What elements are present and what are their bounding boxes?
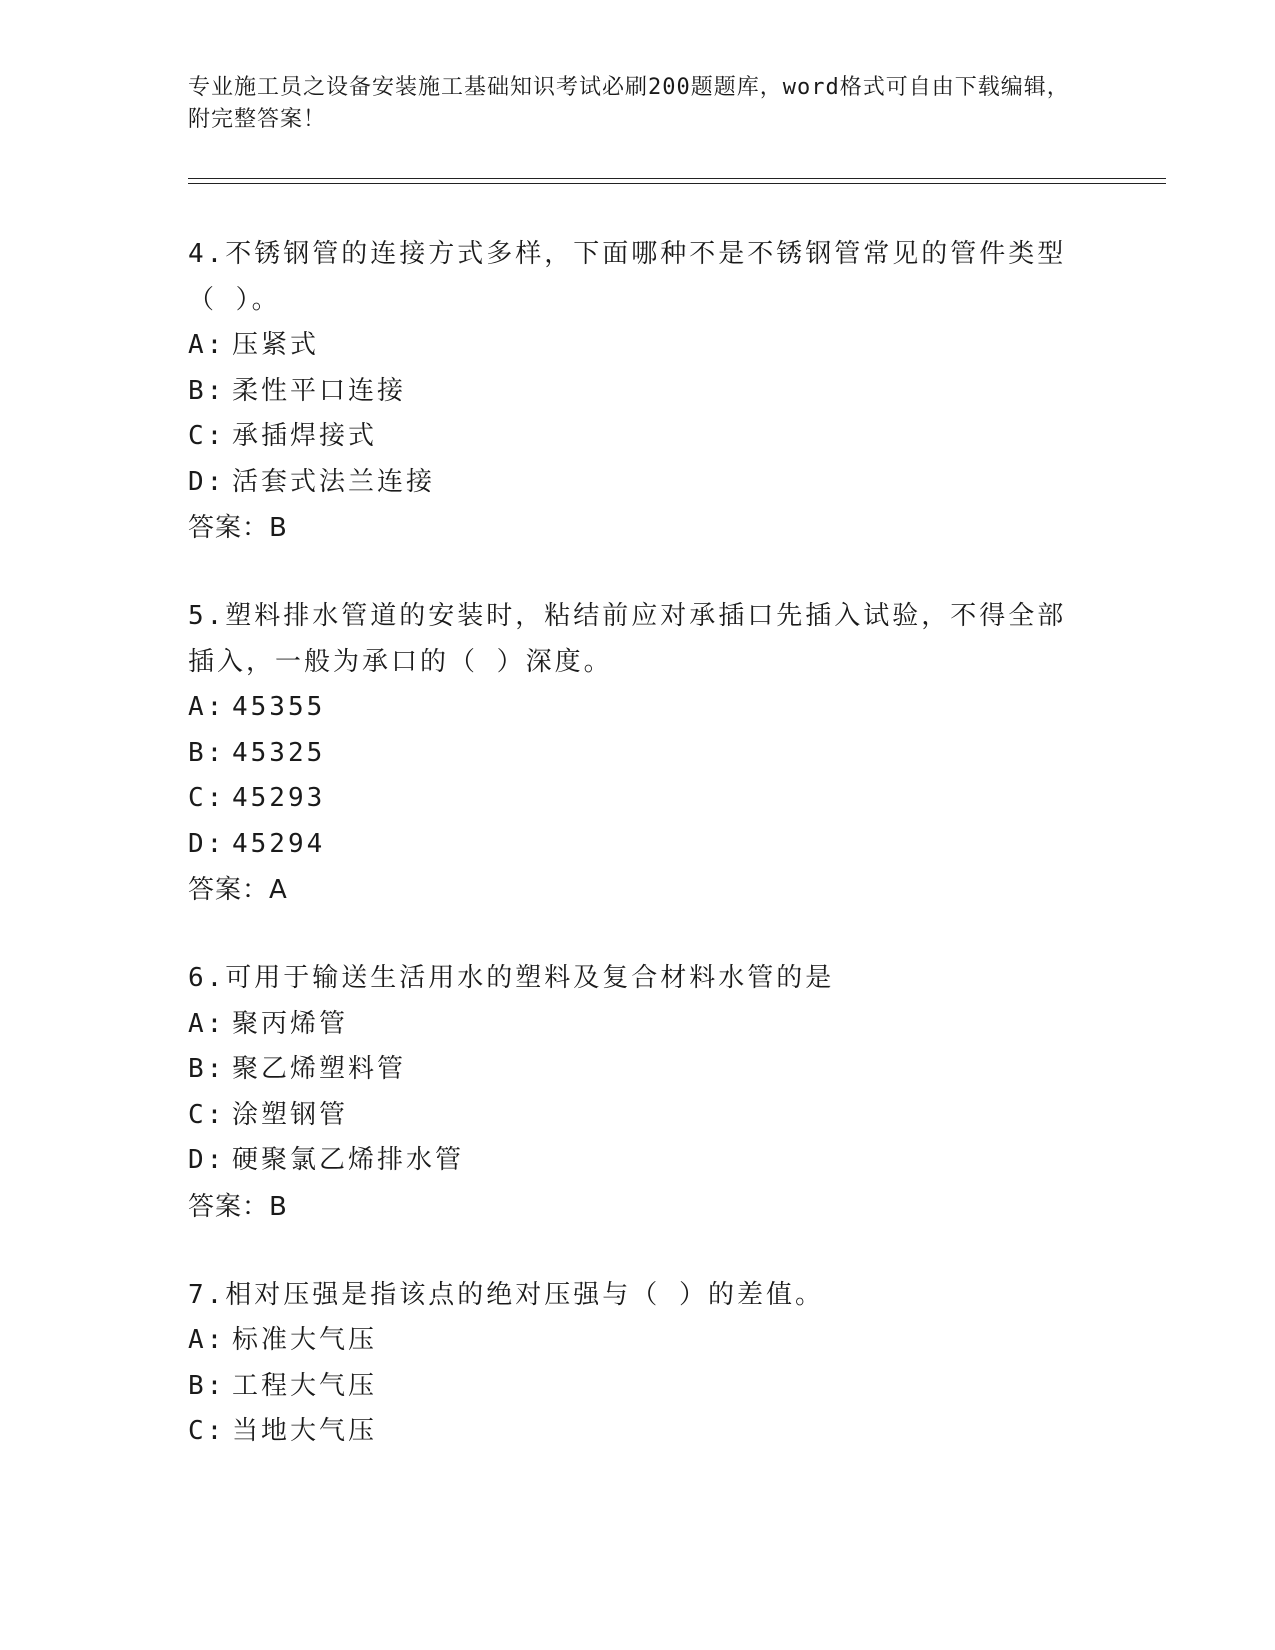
option-text: 45325 [232,737,326,768]
option-c [188,414,1088,460]
option-text: 承插焊接式 [232,421,378,451]
option-letter: C: [188,783,226,813]
question-4 [188,232,1088,551]
option-text: 硬聚氯乙烯排水管 [232,1145,465,1175]
question-stem: 4.不锈钢管的连接方式多样，下面哪种不是不锈钢管常见的管件类型（ ）。 [188,239,1067,315]
option-b [188,369,1088,415]
question-5 [188,594,1088,913]
option-letter: B: [188,737,226,768]
question-7 [188,1273,1088,1455]
option-letter: C: [188,421,226,451]
option-d [188,460,1088,506]
option-letter: A: [188,1008,226,1039]
header-divider-bottom [188,183,1166,184]
option-a [188,1318,1088,1364]
option-text: 聚乙烯塑料管 [232,1054,407,1084]
option-b [188,1047,1088,1093]
document-header-title: 专业施工员之设备安装施工基础知识考试必刷200题题库，word格式可自由下载编辑，附完整答案！ [188,75,1070,132]
option-letter: A: [188,692,226,722]
option-c [188,776,1088,822]
option-c [188,1409,1088,1455]
option-c [188,1093,1088,1139]
option-b [188,731,1088,777]
option-letter: A: [188,1325,226,1355]
option-a [188,1002,1088,1048]
option-letter: D: [188,828,226,859]
option-text: 压紧式 [232,330,320,360]
option-text: 涂塑钢管 [232,1099,349,1130]
option-letter: B: [188,375,226,406]
header-divider-top [188,178,1166,179]
question-list [188,232,1088,1498]
option-text: 聚丙烯管 [232,1008,349,1039]
option-text: 柔性平口连接 [232,375,407,406]
option-d [188,1138,1088,1184]
question-stem: 5.塑料排水管道的安装时，粘结前应对承插口先插入试验，不得全部插入，一般为承口的（ ）深度。 [188,601,1067,677]
question-6 [188,956,1088,1230]
option-letter: B: [188,1370,226,1401]
option-text: 45293 [232,783,326,813]
option-text: 活套式法兰连接 [232,466,436,497]
option-text: 45355 [232,692,326,722]
option-letter: B: [188,1054,226,1084]
option-a [188,685,1088,731]
option-letter: D: [188,1145,226,1175]
option-text: 当地大气压 [232,1416,378,1446]
question-stem: 6.可用于输送生活用水的塑料及复合材料水管的是 [188,963,835,993]
option-letter: C: [188,1416,226,1446]
answer-label: 答案：B [188,1191,288,1222]
option-b [188,1364,1088,1410]
option-text: 工程大气压 [232,1370,378,1401]
option-a [188,323,1088,369]
option-letter: D: [188,466,226,497]
option-text: 45294 [232,828,326,859]
answer-label: 答案：B [188,513,288,543]
answer-label: 答案：A [188,875,288,905]
option-letter: C: [188,1099,226,1130]
question-stem: 7.相对压强是指该点的绝对压强与（ ）的差值。 [188,1279,824,1310]
option-d [188,822,1088,868]
option-text: 标准大气压 [232,1325,378,1355]
option-letter: A: [188,330,226,360]
